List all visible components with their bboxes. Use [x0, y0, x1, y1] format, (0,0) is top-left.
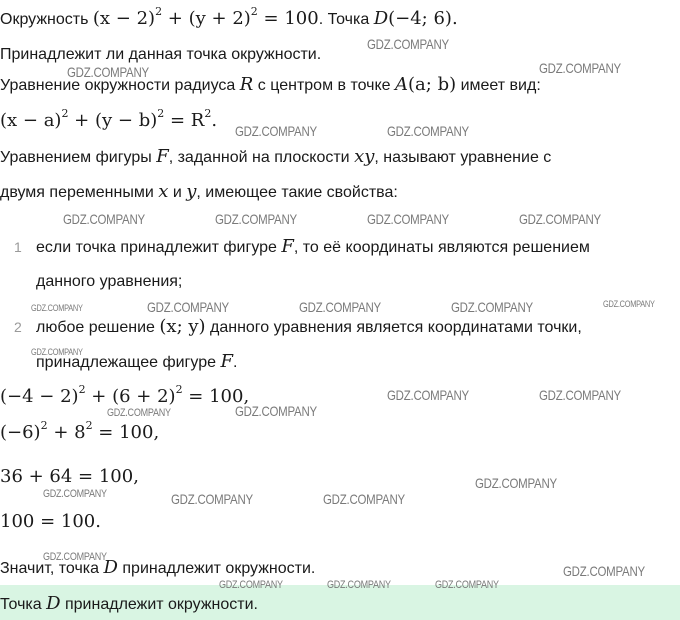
- problem-text: Окружность: [0, 11, 93, 28]
- list-number: 1: [14, 239, 22, 255]
- watermark: GDZ.COMPANY: [539, 387, 621, 403]
- watermark: GDZ.COMPANY: [147, 299, 229, 315]
- circle-equation: $(x - 2)^2 + (y + 2)^2 = 100$: [92, 5, 319, 29]
- solution-step-4: 100 = 100.: [0, 511, 101, 532]
- watermark: GDZ.COMPANY: [235, 403, 317, 419]
- solution-conclusion: Значит, точка D принадлежит окружности.: [0, 557, 316, 578]
- watermark: GDZ.COMPANY: [327, 579, 391, 591]
- watermark: GDZ.COMPANY: [43, 488, 107, 500]
- watermark: GDZ.COMPANY: [539, 60, 621, 76]
- solution-step-2: $(-6)^2 + 8^2 = 100$,: [0, 419, 160, 443]
- watermark: GDZ.COMPANY: [235, 123, 317, 139]
- point-coords: (−4; 6).: [388, 8, 458, 29]
- watermark: GDZ.COMPANY: [31, 303, 83, 313]
- definition-line-1: Уравнением фигуры F, заданной на плоскости xy, называют уравнение с: [0, 146, 552, 167]
- watermark: GDZ.COMPANY: [387, 387, 469, 403]
- watermark: GDZ.COMPANY: [219, 579, 283, 591]
- theory-circle-intro: Уравнение окружности радиуса R с центром в точке A(a; b) имеет вид:: [0, 74, 541, 95]
- problem-statement: Окружность $(x - 2)^2 + (y + 2)^2 = 100$. Точка D(−4; 6).: [0, 5, 458, 29]
- watermark: GDZ.COMPANY: [367, 211, 449, 227]
- watermark: GDZ.COMPANY: [323, 491, 405, 507]
- definition-line-2: двумя переменными x и y, имеющее такие свойства:: [0, 181, 398, 202]
- watermark: GDZ.COMPANY: [519, 211, 601, 227]
- watermark: GDZ.COMPANY: [43, 551, 107, 563]
- list-number: 2: [14, 319, 22, 335]
- watermark: GDZ.COMPANY: [603, 299, 655, 309]
- watermark: GDZ.COMPANY: [475, 475, 557, 491]
- watermark: GDZ.COMPANY: [31, 347, 83, 357]
- watermark: GDZ.COMPANY: [299, 299, 381, 315]
- solution-step-1: $(-4 - 2)^2 + (6 + 2)^2 = 100$,: [0, 383, 250, 407]
- watermark: GDZ.COMPANY: [435, 579, 499, 591]
- watermark: GDZ.COMPANY: [63, 211, 145, 227]
- answer-box: Точка D принадлежит окружности.: [0, 585, 680, 620]
- watermark: GDZ.COMPANY: [215, 211, 297, 227]
- point-label: D: [373, 8, 389, 29]
- watermark: GDZ.COMPANY: [387, 123, 469, 139]
- solution-step-3: 36 + 64 = 100,: [0, 466, 139, 487]
- general-circle-equation: $(x - a)^2 + (y - b)^2 = R^2$.: [0, 107, 218, 131]
- problem-question: Принадлежит ли данная точка окружности.: [0, 46, 322, 63]
- watermark: GDZ.COMPANY: [367, 36, 449, 52]
- watermark: GDZ.COMPANY: [451, 299, 533, 315]
- watermark: GDZ.COMPANY: [67, 64, 149, 80]
- watermark: GDZ.COMPANY: [563, 563, 645, 579]
- watermark: GDZ.COMPANY: [171, 491, 253, 507]
- watermark: GDZ.COMPANY: [107, 407, 171, 419]
